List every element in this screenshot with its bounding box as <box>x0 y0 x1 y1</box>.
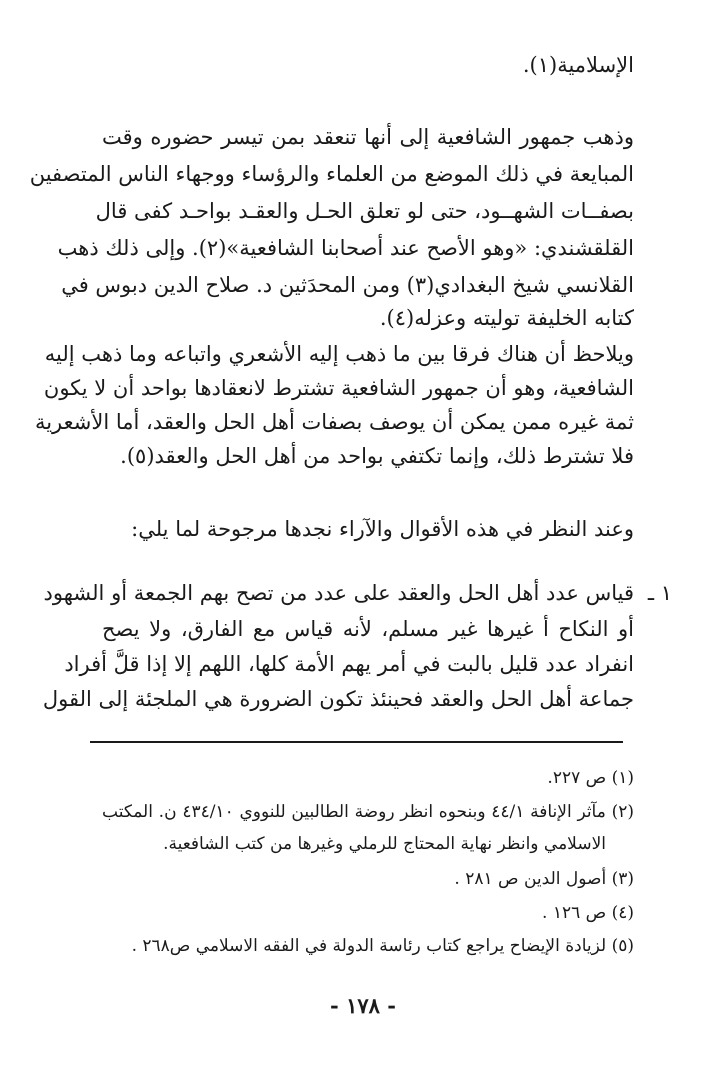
text-line: جماعة أهل الحل والعقد فحينئذ تكون الضرورة هي الملجئة إلى القول <box>42 687 634 711</box>
text-line: كتابه الخليفة توليته وعزله(٤). <box>379 306 634 330</box>
footnote-3: (٣) أصول الدين ص ٢٨١ . <box>454 869 634 889</box>
footnote-divider <box>90 741 623 743</box>
text-line: الشافعية، وهو أن جمهور الشافعية تشترط لانعقادها بواحد أن لا يكون <box>43 376 634 400</box>
text-line: القلانسي شيخ البغدادي(٣) ومن المحدَثين د. صلاح الدين دبوس في <box>61 273 634 297</box>
text-line: القلقشندي: «وهو الأصح عند أصحابنا الشافعية»(٢). وإلى ذلك ذهب <box>57 236 634 260</box>
footnote-1: (١) ص ٢٢٧. <box>547 768 634 788</box>
list-item-number: ١ ـ <box>647 581 672 605</box>
text-line: قياس عدد أهل الحل والعقد على عدد من تصح بهم الجمعة أو الشهود <box>43 581 634 605</box>
text-line: ثمة غيره ممن يمكن أن يوصف بصفات أهل الحل والعقد، أما الأشعرية <box>34 410 634 434</box>
page-number: - ١٧٨ - <box>330 993 396 1018</box>
text-line: فلا تشترط ذلك، وإنما تكتفي بواحد من أهل الحل والعقد(٥). <box>120 444 634 468</box>
footnote-2-continuation: الاسلامي وانظر نهاية المحتاج للرملي وغيرها من كتب الشافعية. <box>163 834 606 854</box>
footnote-5: (٥) لزيادة الإيضاح يراجع كتاب رئاسة الدولة في الفقه الاسلامي ص٢٦٨ . <box>131 936 634 956</box>
text-line: بصفــات الشهــود، حتى لو تعلق الحـل والعقـد بواحـد كفى قال <box>95 199 634 223</box>
text-line: أو النكاح أ غيرها غير مسلم، لأنه قياس مع الفارق، ولا يصح <box>102 617 634 641</box>
continuation-line: الإسلامية(١). <box>522 53 634 77</box>
intro-line: وعند النظر في هذه الأقوال والآراء نجدها مرجوحة لما يلي: <box>131 517 634 541</box>
text-line: وذهب جمهور الشافعية إلى أنها تنعقد بمن تيسر حضوره وقت <box>102 125 634 149</box>
text-line: انفراد عدد قليل بالبت في أمر يهم الأمة كلها، اللهم إلا إذا قلَّ أفراد <box>64 652 634 676</box>
footnote-2: (٢) مآثر الإنافة ٤٤/١ وبنحوه انظر روضة الطالبين للنووي ٤٣٤/١٠ ن. المكتب <box>102 802 634 822</box>
text-line: المبايعة في ذلك الموضع من العلماء والرؤساء ووجهاء الناس المتصفين <box>29 162 634 186</box>
footnote-4: (٤) ص ١٢٦ . <box>542 903 634 923</box>
text-line: ويلاحظ أن هناك فرقا بين ما ذهب إليه الأشعري واتباعه وما ذهب إليه <box>44 342 634 366</box>
